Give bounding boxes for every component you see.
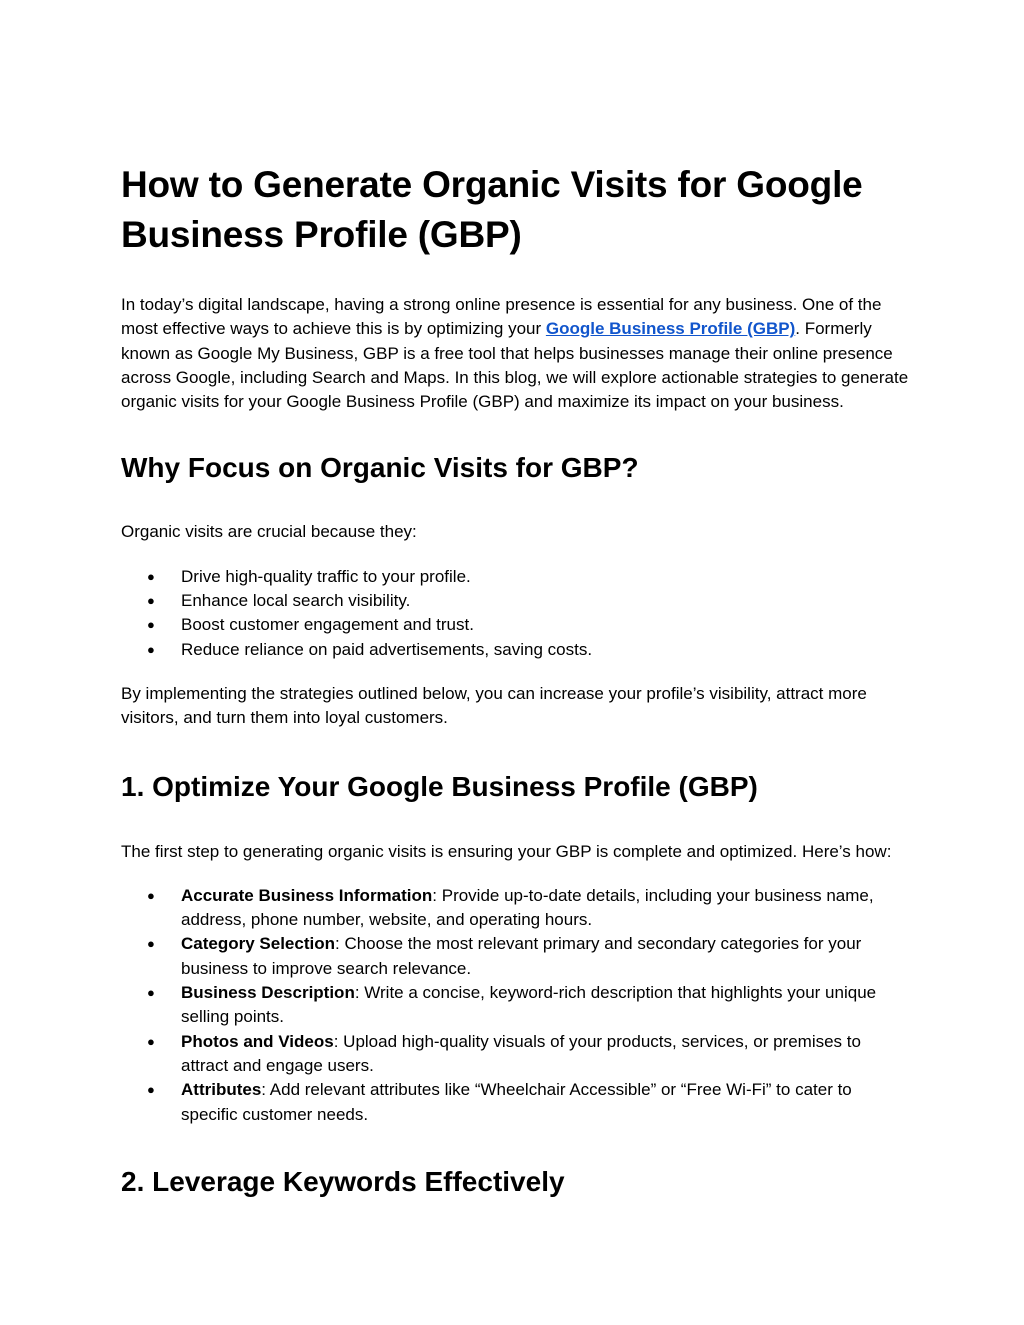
list-item: ● Drive high-quality traffic to your profile. — [121, 565, 911, 589]
bullet-icon: ● — [147, 985, 155, 1001]
section-1-heading: 1. Optimize Your Google Business Profile (GBP) — [121, 770, 758, 802]
why-heading: Why Focus on Organic Visits for GBP? — [121, 452, 639, 484]
item-term: Accurate Business Information — [181, 885, 433, 905]
document-page — [121, 160, 911, 1199]
why-closing: By implementing the strategies outlined below, you can increase your profile’s visibility, attract more visitors, and turn them into loyal customers. — [121, 683, 867, 728]
item-term: Photos and Videos — [181, 1031, 334, 1051]
list-item: ● Photos and Videos: Upload high-quality visuals of your products, services, or premises to attract and engage users. — [147, 1031, 861, 1075]
bullet-icon: ● — [147, 641, 155, 657]
item-term: Business Description — [181, 983, 355, 1003]
bullet-icon: ● — [147, 887, 155, 903]
list-item: ● Accurate Business Information: Provide up-to-date details, including your business name, address, phone number, website, and operating hours. — [147, 885, 874, 930]
why-bullet-list — [121, 565, 911, 662]
gbp-link[interactable]: Google Business Profile (GBP) — [545, 319, 796, 339]
page-title: How to Generate Organic Visits for Google Business Profile (GBP) — [121, 164, 863, 255]
list-item: ● Boost customer engagement and trust. — [121, 613, 911, 637]
bullet-icon: ● — [147, 593, 155, 609]
section-1-bullet-list — [121, 884, 911, 1127]
bullet-icon: ● — [147, 617, 155, 633]
list-item: ● Attributes: Add relevant attributes like “Wheelchair Accessible” or “Free Wi-Fi” to cater to specific customer needs. — [147, 1080, 852, 1124]
item-term: Category Selection — [181, 934, 335, 954]
bullet-icon: ● — [147, 568, 155, 584]
list-item: ● Enhance local search visibility. — [121, 589, 911, 613]
item-term: Attributes — [181, 1080, 262, 1100]
list-item: ● Business Description: Write a concise, keyword-rich description that highlights your unique selling points. — [147, 983, 877, 1027]
list-item: ● Reduce reliance on paid advertisements, saving costs. — [121, 638, 911, 662]
list-item: ● Category Selection: Choose the most relevant primary and secondary categories for your business to improve search relevance. — [147, 934, 862, 978]
why-lead: Organic visits are crucial because they: — [121, 522, 417, 542]
intro-paragraph — [121, 293, 911, 414]
section-2-heading: 2. Leverage Keywords Effectively — [121, 1165, 565, 1197]
intro-text-after-link: . Formerly known as Google My Business, GBP is a free tool that helps businesses manage their online presence across Google, including Search and Maps. In this blog, we will explore actionable strategies to generate organic visits for your Google Business Profile (GBP) and maximize its impact on your business. — [121, 319, 909, 412]
bullet-icon: ● — [147, 1033, 155, 1049]
section-1-lead: The first step to generating organic visits is ensuring your GBP is complete and optimized. Here’s how: — [121, 841, 892, 861]
bullet-icon: ● — [147, 936, 155, 952]
intro-text-before-link: In today’s digital landscape, having a strong online presence is essential for any business. One of the most effective ways to achieve this is by optimizing your — [121, 295, 882, 339]
bullet-icon: ● — [147, 1082, 155, 1098]
